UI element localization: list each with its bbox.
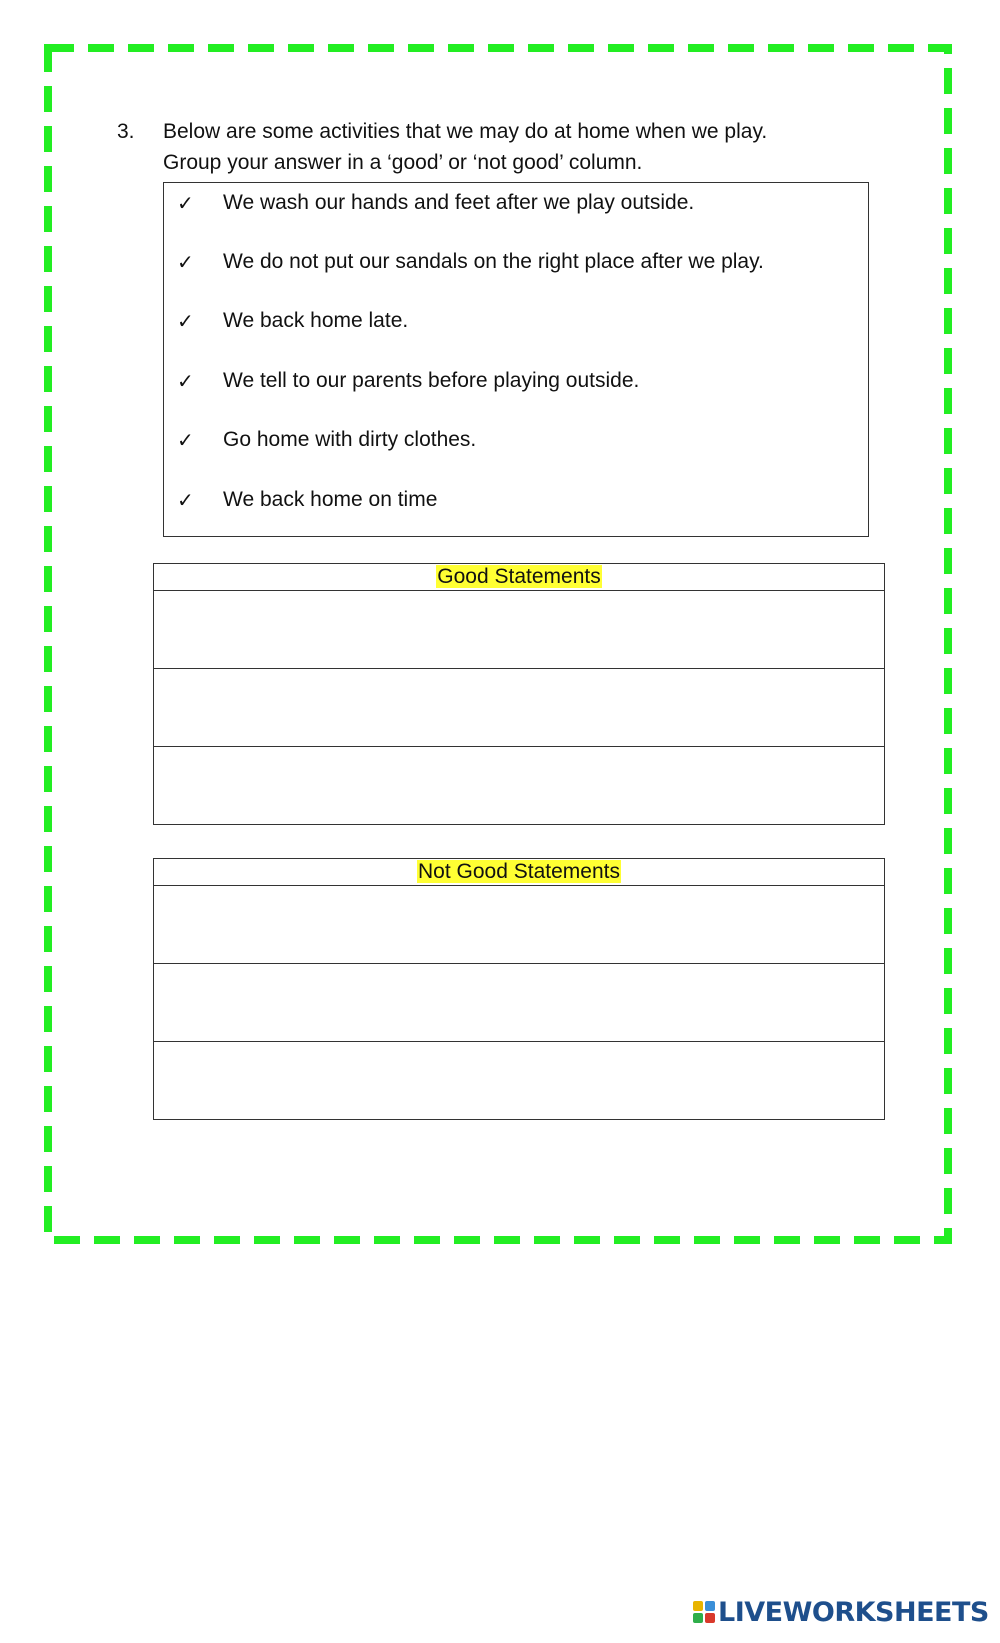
good-drop-slot[interactable] [154,747,885,825]
activity-text[interactable]: We do not put our sandals on the right place after we play. [223,250,764,273]
checkmark-icon: ✓ [177,309,194,333]
not-good-drop-slot[interactable] [154,964,885,1042]
not-good-statements-title: Not Good Statements [418,860,620,883]
checkmark-icon: ✓ [177,191,194,215]
good-drop-slot[interactable] [154,591,885,669]
checkmark-icon: ✓ [177,369,194,393]
not-good-drop-slot[interactable] [154,1042,885,1120]
activity-item [164,242,868,282]
question-number: 3. [117,120,135,143]
activity-item [164,361,868,401]
good-drop-slot[interactable] [154,669,885,747]
not-good-statements-table [153,858,885,1120]
activity-item [164,301,868,341]
activity-text[interactable]: We back home late. [223,309,409,332]
checkmark-icon: ✓ [177,428,194,452]
checkmark-icon: ✓ [177,488,194,512]
logo-blocks-icon [693,1601,715,1623]
question-line-2: Group your answer in a ‘good’ or ‘not good’ column. [163,151,643,174]
activity-text[interactable]: We wash our hands and feet after we play outside. [223,191,695,214]
activity-item [164,420,868,460]
activity-list [163,182,869,537]
not-good-statements-header [154,859,885,886]
good-statements-header [154,564,885,591]
not-good-drop-slot[interactable] [154,886,885,964]
good-statements-table [153,563,885,825]
activity-text[interactable]: We back home on time [223,488,438,511]
activity-text[interactable]: Go home with dirty clothes. [223,428,477,451]
activity-item [164,183,868,223]
activity-item [164,480,868,520]
checkmark-icon: ✓ [177,250,194,274]
activity-text[interactable]: We tell to our parents before playing outside. [223,369,640,392]
good-statements-title: Good Statements [437,565,601,588]
question-text [163,116,863,178]
liveworksheets-logo[interactable] [693,1597,989,1627]
logo-text: LIVEWORKSHEETS [718,1596,989,1628]
question-line-1: Below are some activities that we may do at home when we play. [163,120,768,143]
